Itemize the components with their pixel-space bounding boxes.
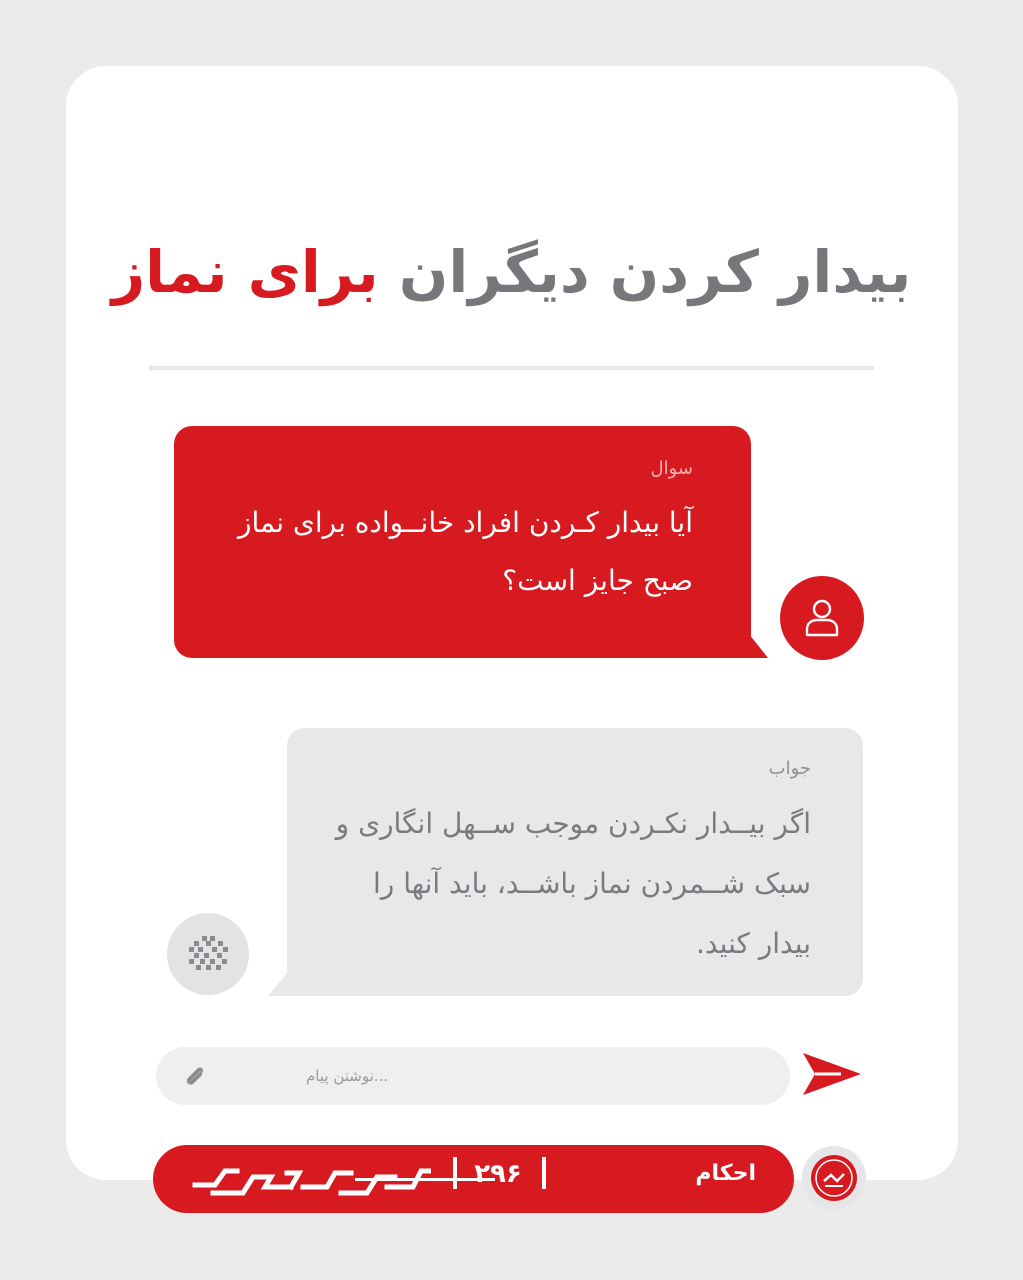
answer-label: جواب xyxy=(768,758,811,779)
seal-logo xyxy=(802,1146,866,1210)
send-icon xyxy=(801,1049,863,1099)
seal-emblem xyxy=(811,1155,857,1201)
user-avatar xyxy=(780,576,864,660)
title-part-grey: بیدار کردن دیگران xyxy=(398,238,912,306)
footer-bar xyxy=(153,1145,794,1213)
send-button[interactable] xyxy=(800,1048,864,1100)
question-text: آیا بیدار کـردن افراد خانــواده برای نماز صبح جایز است؟ xyxy=(237,506,693,597)
question-bubble xyxy=(174,426,751,658)
title-part-red: برای نماز xyxy=(111,238,379,306)
pattern-avatar-icon xyxy=(183,934,233,974)
seal-graphic xyxy=(811,1155,857,1201)
message-input[interactable] xyxy=(156,1047,790,1105)
question-label: سوال xyxy=(650,458,693,479)
category-label: احکام xyxy=(695,1161,756,1186)
issue-number: ۲۹۶ xyxy=(474,1159,522,1189)
brand-logo xyxy=(191,1163,431,1197)
title-divider xyxy=(149,366,874,370)
message-composer xyxy=(156,1047,790,1105)
user-icon xyxy=(803,598,841,638)
paperclip-icon[interactable] xyxy=(182,1063,208,1089)
page-title xyxy=(0,238,1023,308)
footer-separator xyxy=(453,1157,457,1189)
footer-separator xyxy=(542,1157,546,1189)
answer-text: اگر بیــدار نکـردن موجب ســهل انگاری و سبک شــمردن نماز باشــد، باید آنها را بیدار کنید. xyxy=(335,807,811,960)
responder-avatar xyxy=(167,913,249,995)
answer-bubble xyxy=(287,728,863,996)
